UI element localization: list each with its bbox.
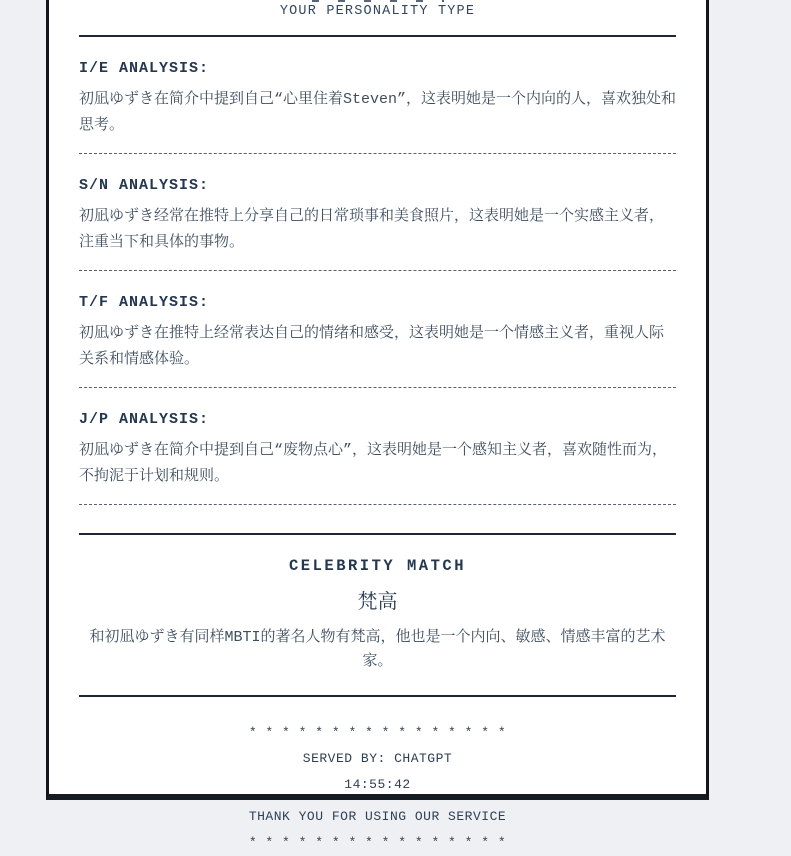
section-heading-tf: T/F ANALYSIS: [79,294,210,311]
section-body-tf: 初凪ゆずき在推特上经常表达自己的情绪和感受，这表明她是一个情感主义者，重视人际关系和情感体验。 [79,325,665,368]
section-heading-jp: J/P ANALYSIS: [79,411,210,428]
cutoff-text-remnant [312,0,444,2]
celebrity-heading: CELEBRITY MATCH [288,557,467,575]
celebrity-bottom-rule [79,695,676,697]
receipt-card [46,0,709,850]
receipt-footer [79,720,676,856]
celebrity-name: 梵高 [357,591,398,613]
star-row-bottom: * * * * * * * * * * * * * * * * [248,835,507,850]
analysis-section-tf [79,271,676,388]
celebrity-section [79,535,676,674]
section-body-jp: 初凪ゆずき在简介中提到自己“废物点心”，这表明她是一个感知主义者，喜欢随性而为，不拘泥于计划和规则。 [79,442,668,485]
star-row-top: * * * * * * * * * * * * * * * * [248,725,507,740]
section-body-sn: 初凪ゆずき经常在推特上分享自己的日常琐事和美食照片，这表明她是一个实感主义者，注重当下和具体的事物。 [79,208,665,251]
receipt-section-title: YOUR PERSONALITY TYPE [279,4,476,19]
section-heading-sn: S/N ANALYSIS: [79,177,210,194]
analysis-section-sn [79,154,676,271]
analysis-section-ie [79,37,676,154]
section-divider [79,504,676,505]
thanks-line: THANK YOU FOR USING OUR SERVICE [248,809,507,824]
time-line: 14:55:42 [344,777,411,792]
served-by-line: SERVED BY: CHATGPT [302,751,453,766]
analysis-section-jp [79,388,676,505]
section-heading-ie: I/E ANALYSIS: [79,60,210,77]
celebrity-description: 和初凪ゆずき有同样MBTI的著名人物有梵高，他也是一个内向、敏感、情感丰富的艺术家。 [89,629,666,670]
section-body-ie: 初凪ゆずき在简介中提到自己“心里住着Steven”，这表明她是一个内向的人，喜欢独处和思考。 [79,91,677,134]
